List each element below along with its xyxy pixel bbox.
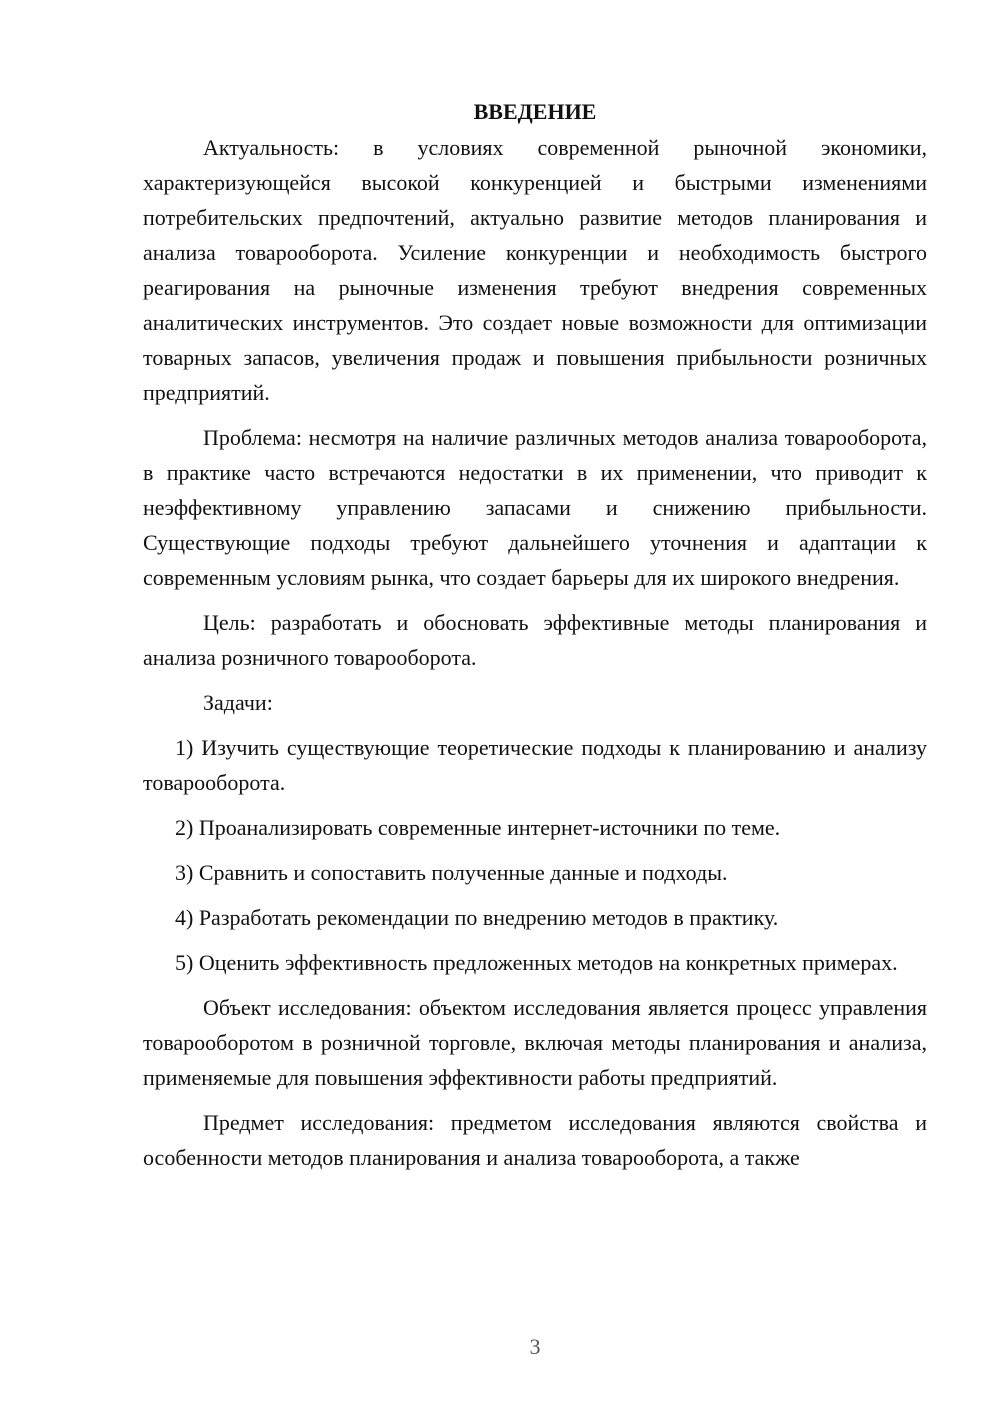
page-number: 3 (529, 1334, 541, 1359)
paragraph-object: Объект исследования: объектом исследования является процесс управления товарооборотом в розничной торговле, включая методы планирования и анализа, применяемые для повышения эффективности работы предприятий. (143, 995, 927, 1090)
paragraph-tasks-title: Задачи: (203, 690, 273, 715)
task-item-2: 2) Проанализировать современные интернет-источники по теме. (175, 815, 781, 840)
task-item-3: 3) Сравнить и сопоставить полученные данные и подходы. (175, 860, 728, 885)
task-item-5: 5) Оценить эффективность предложенных методов на конкретных примерах. (175, 950, 898, 975)
paragraph-problem: Проблема: несмотря на наличие различных методов анализа товарооборота, в практике часто встречаются недостатки в их применении, что приводит к неэффективному управлению запасами и снижению прибыльности. Существующие подходы требуют дальнейшего уточнения и адаптации к современным условиям рынка, что создает барьеры для их широкого внедрения. (143, 425, 927, 590)
task-item-1: 1) Изучить существующие теоретические подходы к планированию и анализу товарооборота. (143, 735, 927, 795)
paragraph-relevance: Актуальность: в условиях современной рыночной экономики, характеризующейся высокой конкуренцией и быстрыми изменениями потребительских предпочтений, актуально развитие методов планирования и анализа товарооборота. Усиление конкуренции и необходимость быстрого реагирования на рыночные изменения требуют внедрения современных аналитических инструментов. Это создает новые возможности для оптимизации товарных запасов, увеличения продаж и повышения прибыльности розничных предприятий. (143, 135, 927, 405)
task-item-4: 4) Разработать рекомендации по внедрению методов в практику. (175, 905, 779, 930)
paragraph-goal: Цель: разработать и обосновать эффективные методы планирования и анализа розничного товарооборота. (143, 610, 927, 670)
document-body (143, 94, 927, 1175)
paragraph-subject: Предмет исследования: предметом исследования являются свойства и особенности методов планирования и анализа товарооборота, а также (143, 1110, 927, 1170)
section-heading: ВВЕДЕНИЕ (473, 99, 597, 124)
